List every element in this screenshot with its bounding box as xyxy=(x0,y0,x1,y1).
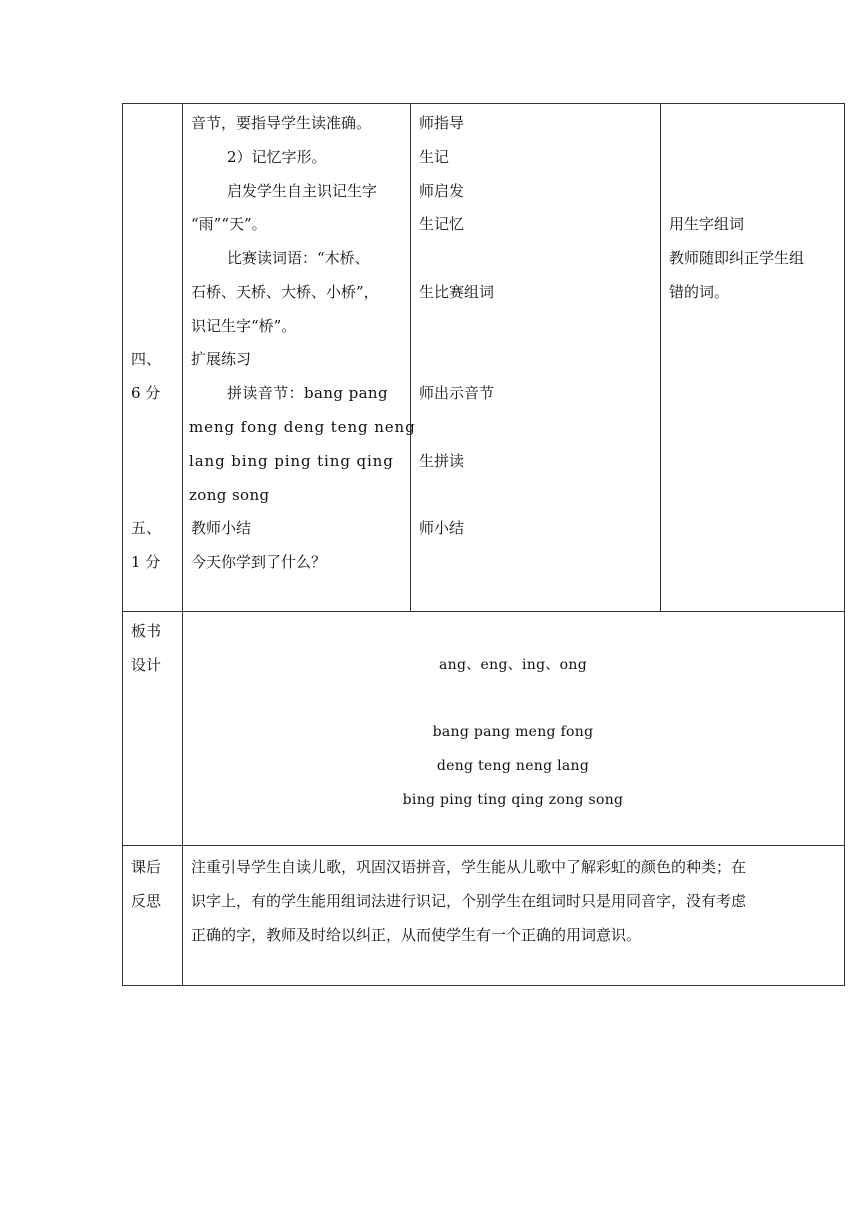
step-label: 四、 xyxy=(131,350,162,368)
row-divider xyxy=(122,845,845,846)
row-divider xyxy=(122,611,845,612)
content-line: lang bing ping ting qing xyxy=(189,452,394,470)
content-line: 音节，要指导学生读准确。 xyxy=(191,114,372,132)
column-divider xyxy=(182,103,183,986)
activity-line: 生比赛组词 xyxy=(419,283,495,301)
activity-line: 生记 xyxy=(419,148,450,166)
content-line: 2）记忆字形。 xyxy=(227,148,327,166)
notes-line: 用生字组词 xyxy=(669,215,745,233)
step-time: 6 分 xyxy=(131,384,161,402)
activity-line: 生拼读 xyxy=(419,452,465,470)
step-label: 五、 xyxy=(131,519,162,537)
content-line: 拼读音节：bang pang xyxy=(227,384,388,402)
activity-line: 师出示音节 xyxy=(419,384,495,402)
activity-line: 生记忆 xyxy=(419,215,465,233)
activity-line: 师指导 xyxy=(419,114,465,132)
notes-line: 错的词。 xyxy=(669,283,730,301)
content-line: 石桥、天桥、大桥、小桥”， xyxy=(191,283,379,301)
reflection-line: 正确的字，教师及时给以纠正，从而使学生有一个正确的用词意识。 xyxy=(191,926,642,944)
lesson-table xyxy=(122,103,845,986)
board-line: bang pang meng fong xyxy=(432,724,594,740)
content-line: 识记生字“桥”。 xyxy=(191,317,297,335)
notes-line: 教师随即纠正学生组 xyxy=(669,249,805,267)
board-label: 设计 xyxy=(131,656,162,674)
board-line: deng teng neng lang xyxy=(436,758,590,774)
step-time: 1 分 xyxy=(131,553,161,571)
board-line: bing ping ting qing zong song xyxy=(402,792,624,808)
activity-line: 师启发 xyxy=(419,182,465,200)
content-line: meng fong deng teng neng xyxy=(189,418,416,436)
reflection-line: 识字上，有的学生能用组词法进行识记，个别学生在组词时只是用同音字，没有考虑 xyxy=(191,892,747,910)
column-divider xyxy=(660,103,661,612)
content-line: 今天你学到了什么？ xyxy=(191,553,327,571)
activity-line: 师小结 xyxy=(419,519,465,537)
board-label: 板书 xyxy=(131,622,162,640)
content-line: 比赛读词语：“木桥、 xyxy=(227,249,370,267)
board-line: ang、eng、ing、ong xyxy=(439,657,587,673)
column-divider xyxy=(410,103,411,612)
reflection-line: 注重引导学生自读儿歌，巩固汉语拼音，学生能从儿歌中了解彩虹的颜色的种类；在 xyxy=(191,858,747,876)
content-line: zong song xyxy=(189,486,270,504)
reflection-label: 课后 xyxy=(131,858,162,876)
content-line: 扩展练习 xyxy=(191,350,252,368)
reflection-label: 反思 xyxy=(131,892,162,910)
content-line: 启发学生自主识记生字 xyxy=(227,182,378,200)
content-line: 教师小结 xyxy=(191,519,252,537)
content-line: “雨”“天”。 xyxy=(191,215,267,233)
